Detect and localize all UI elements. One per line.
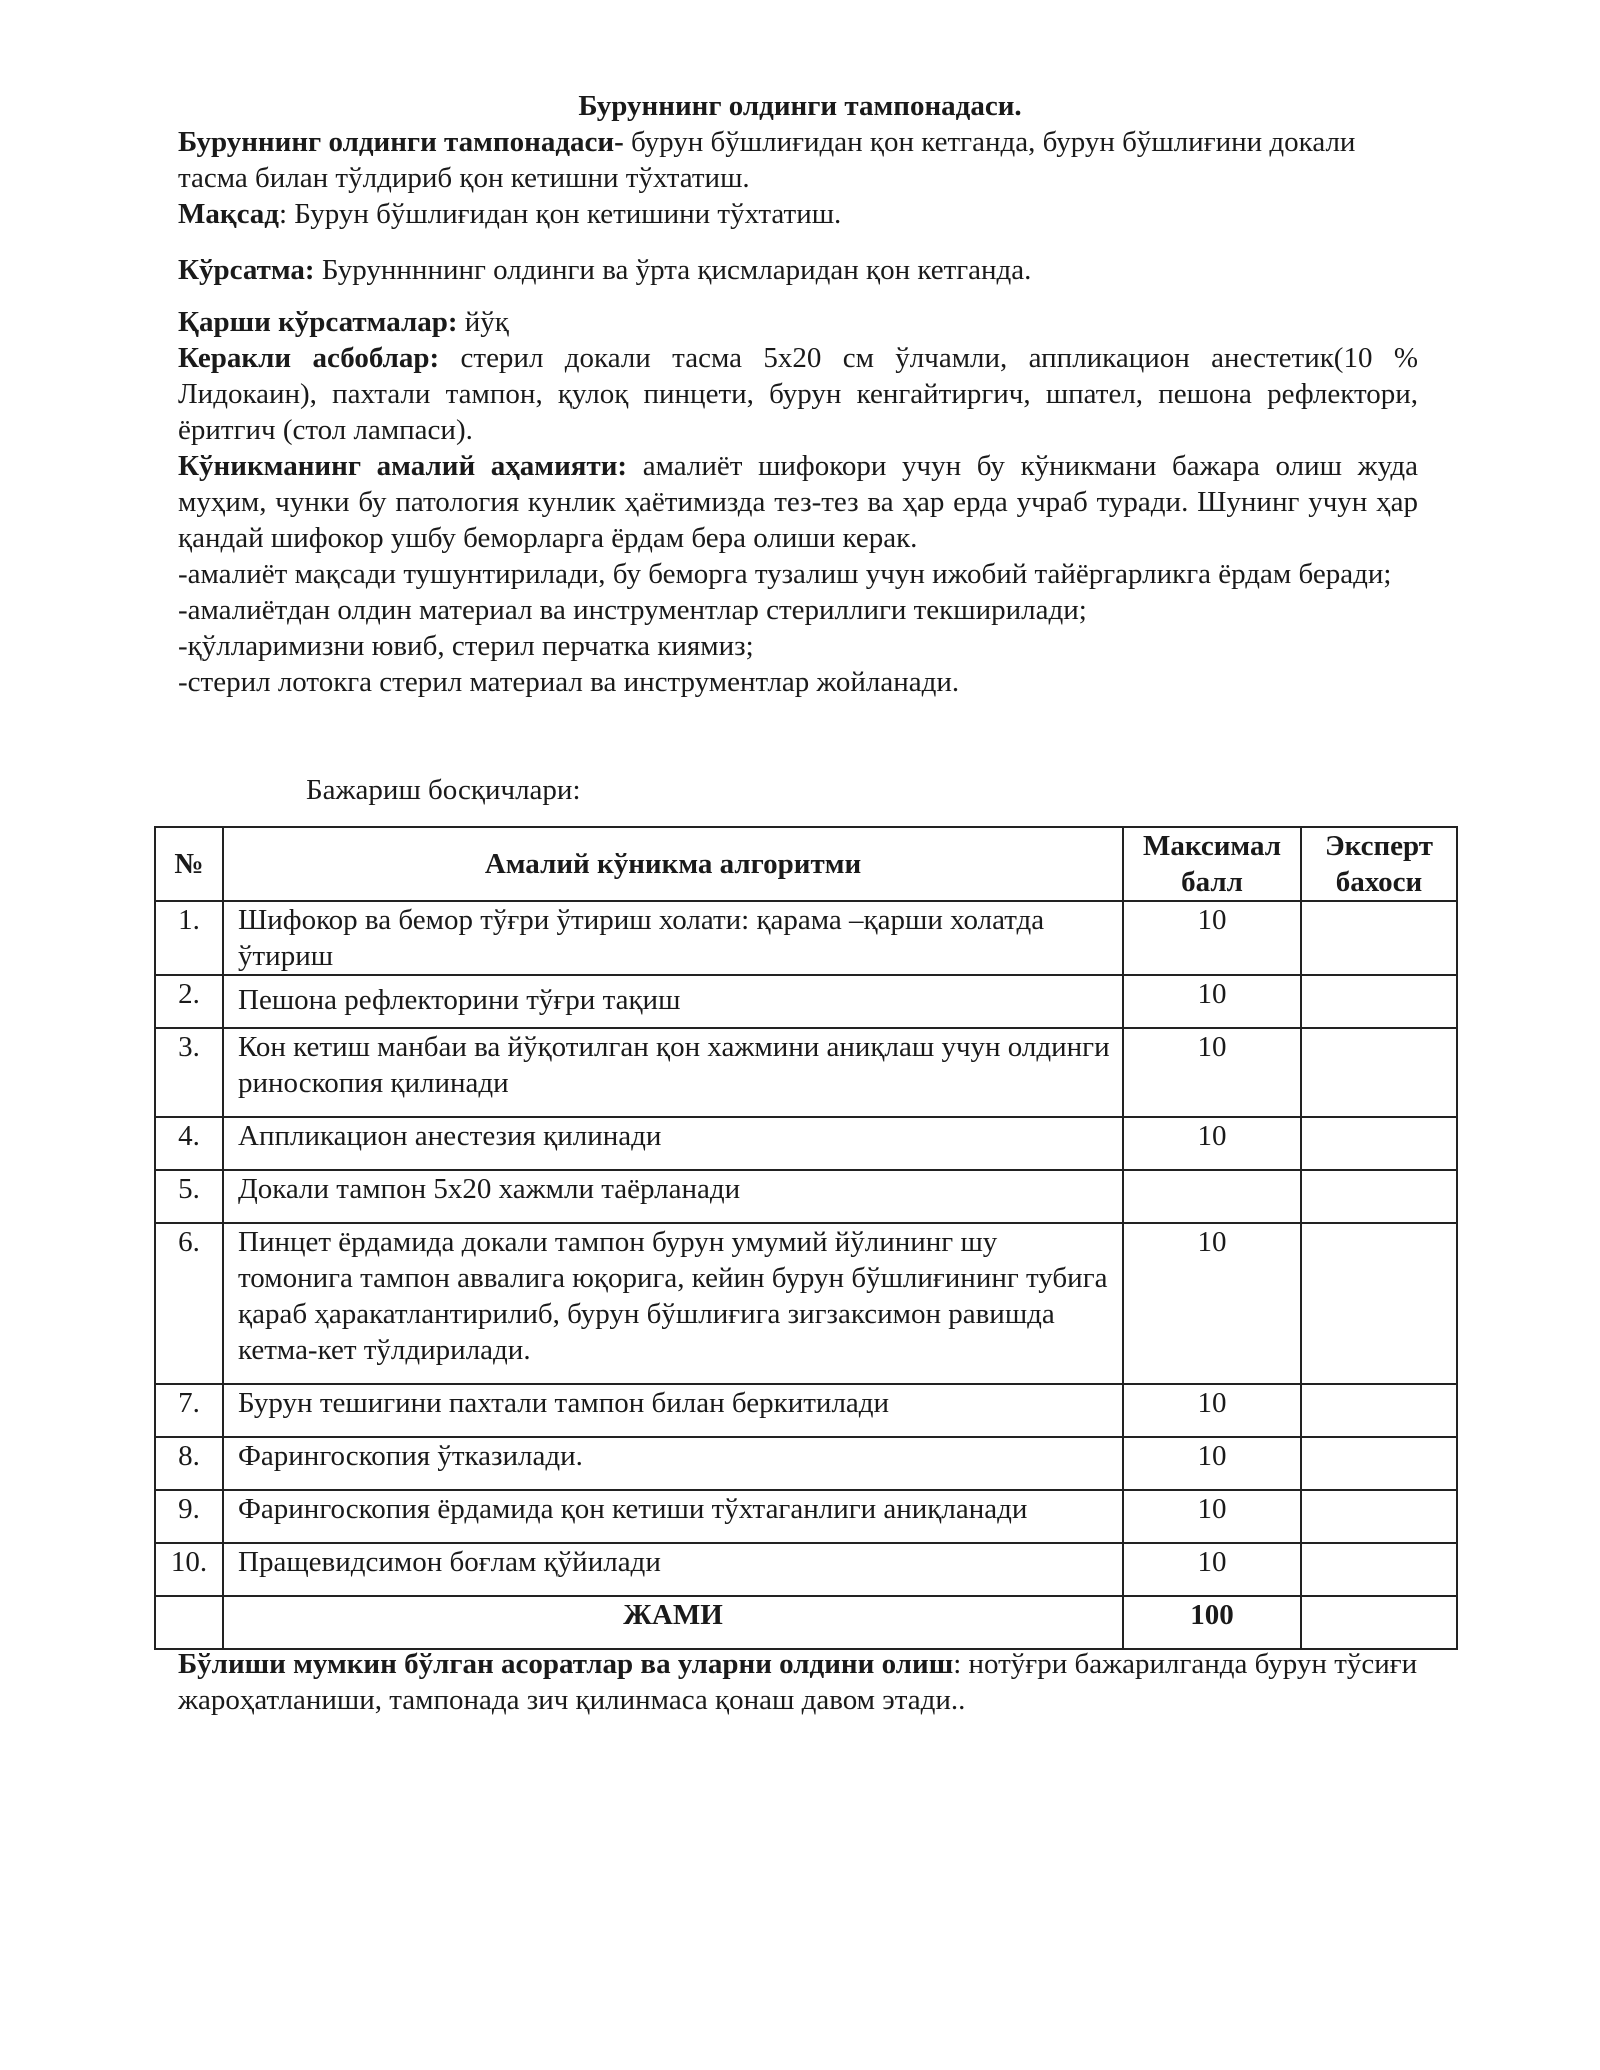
table-row	[155, 1384, 1457, 1437]
row-desc: Фарингоскопия ёрдамида қон кетиши тўхтаганлиги аниқланади	[223, 1490, 1123, 1543]
contraindication-label: Қарши кўрсатмалар:	[178, 306, 458, 338]
contraindication-text: йўқ	[457, 306, 509, 338]
row-num: 8.	[155, 1437, 223, 1490]
row-num: 1.	[155, 901, 223, 975]
row-max: 10	[1123, 1490, 1301, 1543]
row-expert	[1301, 975, 1457, 1028]
table-row	[155, 1437, 1457, 1490]
indication-text: Буруннннинг олдинги ва ўрта қисмларидан қон кетганда.	[314, 254, 1032, 286]
table-row	[155, 1223, 1457, 1384]
row-expert	[1301, 1170, 1457, 1223]
row-desc: Бурун тешигини пахтали тампон билан беркитилади	[223, 1384, 1123, 1437]
row-max: 10	[1123, 1223, 1301, 1384]
steps-label: Бажариш босқичлари:	[306, 774, 581, 806]
row-max: 10	[1123, 901, 1301, 975]
complications-text: : нотўғри бажарилганда бурун тўсиғи жароҳатланиши, тампонада зич қилинмаса қонаш давом этади..	[178, 1648, 1418, 1716]
table-row	[155, 1543, 1457, 1596]
row-num: 6.	[155, 1223, 223, 1384]
tools-text: стерил докали тасма 5х20 см ўлчамли, аппликацион анестетик(10 % Лидокаин), пахтали тампон, қулоқ пинцети, бурун кенгайтиргич, шпател, пешона рефлектори, ёритгич (стол лампаси).	[178, 342, 1418, 446]
indication-label: Кўрсатма:	[178, 254, 315, 286]
row-expert	[1301, 1490, 1457, 1543]
row-max: 10	[1123, 1117, 1301, 1170]
row-expert	[1301, 1028, 1457, 1117]
importance-text: амалиёт шифокори учун бу кўникмани бажара олиш жуда муҳим, чунки бу патология кунлик ҳаётимизда тез-тез ва ҳар ерда учраб туради. Шунинг учун ҳар қандай шифокор ушбу беморларга ёрдам бера олиши керак.	[178, 450, 1418, 554]
tools-label: Керакли асбоблар:	[178, 342, 440, 374]
row-expert	[1301, 1543, 1457, 1596]
definition-text: бурун бўшлиғидан қон кетганда, бурун бўшлиғини докали тасма билан тўлдириб қон кетишни тўхтатиш.	[178, 126, 1356, 194]
table-row	[155, 1117, 1457, 1170]
row-desc: Аппликацион анестезия қилинади	[223, 1117, 1123, 1170]
row-expert	[1301, 1223, 1457, 1384]
note-item: -амалиёт мақсади тушунтирилади, бу беморга тузалиш учун ижобий тайёргарликга ёрдам беради;	[178, 558, 1392, 590]
main-body	[178, 304, 1418, 700]
definition-paragraph	[178, 124, 1418, 196]
row-max: 10	[1123, 1437, 1301, 1490]
table-row	[155, 975, 1457, 1028]
row-desc: Шифокор ва бемор тўғри ўтириш холати: қарама –қарши холатда ўтириш	[223, 901, 1123, 975]
row-desc: Кон кетиш манбаи ва йўқотилган қон хажмини аниқлаш учун олдинги риноскопия қилинади	[223, 1028, 1123, 1117]
header-expert: Эксперт бахоси	[1301, 827, 1457, 901]
complications-label: Бўлиши мумкин бўлган асоратлар ва уларни олдини олиш	[178, 1648, 954, 1680]
row-max	[1123, 1170, 1301, 1223]
goal-paragraph	[178, 196, 1418, 232]
indication-paragraph	[178, 252, 1418, 288]
complications-paragraph	[178, 1646, 1418, 1718]
row-max: 10	[1123, 975, 1301, 1028]
row-expert	[1301, 1117, 1457, 1170]
row-desc: Докали тампон 5х20 хажмли таёрланади	[223, 1170, 1123, 1223]
row-num: 10.	[155, 1543, 223, 1596]
row-expert	[1301, 1437, 1457, 1490]
total-value: 100	[1123, 1596, 1301, 1649]
note-item: -қўлларимизни ювиб, стерил перчатка киямиз;	[178, 630, 754, 662]
document-title: Буруннинг олдинги тампонадаси.	[578, 90, 1022, 122]
total-num-cell	[155, 1596, 223, 1649]
algorithm-table	[154, 826, 1458, 1650]
table-row	[155, 901, 1457, 975]
definition-term: Буруннинг олдинги тампонадаси-	[178, 126, 624, 158]
row-num: 7.	[155, 1384, 223, 1437]
row-max: 10	[1123, 1028, 1301, 1117]
goal-label: Мақсад	[178, 198, 279, 230]
row-desc: Фарингоскопия ўтказилади.	[223, 1437, 1123, 1490]
total-label: ЖАМИ	[223, 1596, 1123, 1649]
header-desc: Амалий кўникма алгоритми	[223, 827, 1123, 901]
row-desc: Пешона рефлекторини тўғри тақиш	[223, 975, 1123, 1028]
table-row	[155, 1028, 1457, 1117]
table-row	[155, 1170, 1457, 1223]
table-header-row	[155, 827, 1457, 901]
row-num: 5.	[155, 1170, 223, 1223]
row-num: 2.	[155, 975, 223, 1028]
importance-label: Кўникманинг амалий аҳамияти:	[178, 450, 628, 482]
row-expert	[1301, 901, 1457, 975]
row-desc: Пращевидсимон боғлам қўйилади	[223, 1543, 1123, 1596]
row-num: 9.	[155, 1490, 223, 1543]
table-total-row	[155, 1596, 1457, 1649]
row-desc: Пинцет ёрдамида докали тампон бурун умумий йўлининг шу томонига тампон аввалига юқорига, кейин бурун бўшлиғининг тубига қараб ҳаракатлантирилиб, бурун бўшлиғига зигзаксимон равишда кетма-кет тўлдирилади.	[223, 1223, 1123, 1384]
row-expert	[1301, 1384, 1457, 1437]
row-max: 10	[1123, 1384, 1301, 1437]
goal-text: : Бурун бўшлиғидан қон кетишини тўхтатиш.	[278, 198, 842, 230]
header-num: №	[155, 827, 223, 901]
note-item: -стерил лотокга стерил материал ва инструментлар жойланади.	[178, 666, 960, 698]
header-max: Максимал балл	[1123, 827, 1301, 901]
row-num: 3.	[155, 1028, 223, 1117]
row-max: 10	[1123, 1543, 1301, 1596]
table-row	[155, 1490, 1457, 1543]
row-num: 4.	[155, 1117, 223, 1170]
total-expert-cell	[1301, 1596, 1457, 1649]
note-item: -амалиётдан олдин материал ва инструментлар стериллиги текширилади;	[178, 594, 1087, 626]
